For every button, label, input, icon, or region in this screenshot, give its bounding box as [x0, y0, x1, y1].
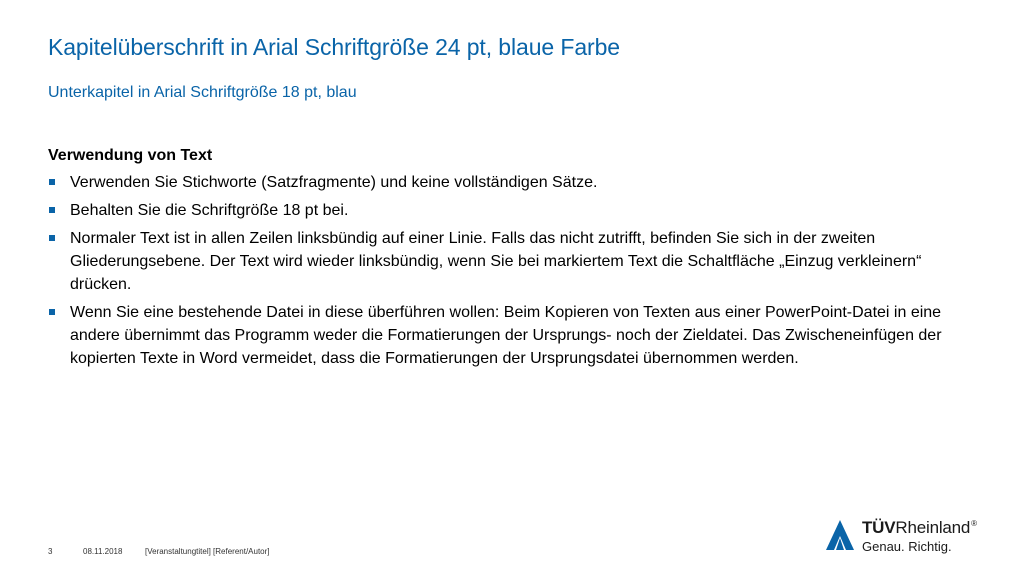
company-logo: [826, 518, 986, 558]
tuv-triangle-logo-icon: [826, 520, 854, 550]
footer-event-info: [Veranstaltungtitel] [Referent/Autor]: [145, 547, 270, 556]
bullet-item: [48, 301, 968, 370]
bullet-text: Normaler Text ist in allen Zeilen linksbündig auf einer Linie. Falls das nicht zutrifft, befinden Sie sich in der zweiten Gliederungsebene. Der Text wird wieder linksbündig, wenn Sie bei markiertem Text die Schaltfläche „Einzug verkleinern“ drücken.: [70, 230, 922, 293]
bullet-item: [48, 199, 968, 222]
footer-date: 08.11.2018: [83, 547, 123, 556]
logo-tagline: Genau. Richtig.: [862, 539, 952, 554]
logo-brand-name: [862, 518, 977, 538]
bullet-list: [48, 171, 968, 370]
square-bullet-icon: [49, 207, 55, 213]
slide-body[interactable]: [48, 147, 968, 375]
registered-mark: ®: [971, 519, 977, 529]
page-number: 3: [48, 547, 53, 556]
bullet-text: Behalten Sie die Schriftgröße 18 pt bei.: [70, 202, 349, 219]
logo-brand-rest: Rheinland: [895, 518, 971, 537]
slide-subtitle[interactable]: Unterkapitel in Arial Schriftgröße 18 pt, blau: [48, 84, 357, 101]
square-bullet-icon: [49, 235, 55, 241]
logo-brand-bold: TÜV: [862, 518, 896, 537]
slide-title[interactable]: Kapitelüberschrift in Arial Schriftgröße 24 pt, blaue Farbe: [48, 34, 620, 60]
bullet-item: [48, 171, 968, 194]
square-bullet-icon: [49, 309, 55, 315]
bullet-text: Wenn Sie eine bestehende Datei in diese überführen wollen: Beim Kopieren von Texten aus einer PowerPoint-Datei in eine andere übernimmt das Programm weder die Formatierungen der Ursprungs- noch der Zieldatei. Das Zwischeneinfügen der kopierten Texte in Word vermeidet, dass die Formatierungen der Ursprungsdatei übernommen werden.: [70, 304, 942, 367]
square-bullet-icon: [49, 179, 55, 185]
bullet-text: Verwenden Sie Stichworte (Satzfragmente) und keine vollständigen Sätze.: [70, 174, 598, 191]
bullet-item: [48, 227, 968, 296]
section-heading: Verwendung von Text: [48, 147, 213, 164]
